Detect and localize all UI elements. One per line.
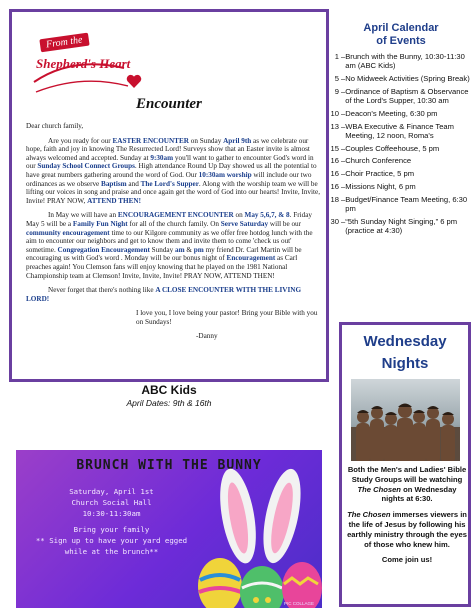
poster-signup-2: while at the brunch** [64, 547, 159, 556]
letter-paragraph-closing: Never forget that there's nothing like A CLOSE ENCOUNTER WITH THE LIVING LORD! [26, 286, 302, 303]
calendar-title: April Calendar of Events [363, 22, 439, 47]
letter-signature: -Danny [196, 332, 218, 341]
calendar-event: 30 – “5th Sunday Night Singing,” 6 pm (practice at 4:30) [330, 216, 458, 236]
poster-family: Bring your family [73, 525, 150, 534]
brunch-poster [16, 450, 322, 608]
calendar-event: 10 – Deacon's Meeting, 6:30 pm [330, 108, 438, 118]
wednesday-para-1: Both the Men's and Ladies' Bible Study Groups will be watching The Chosen on Wednesday nights at 6:30. [347, 465, 467, 504]
church-logo [32, 34, 147, 104]
abc-kids-title: ABC Kids [141, 383, 197, 397]
logo-text-name: Shepherd's Heart [36, 56, 131, 71]
heart-icon [126, 74, 142, 89]
wednesday-title: Wednesday Nights [363, 333, 447, 372]
the-chosen-cast-photo [351, 379, 460, 461]
letter-paragraph-may: In May we will have an ENCOURAGEMENT ENCOUNTER on May 5,6,7, & 8. Friday May 5 will be a Family Fun Night for all of the church family. On Serve Saturday will be our community encouragement time to our Kilgore community as we offer free hotdog lunch with the aim to encounter our neighbors and get to know them and invite them to come 'check us out' sometime. Congregation Encouragement Sunday am & pm my friend Dr. Carl Martin will be encouraging us with God's word . Monday will be our bonus night of Encouragement as Carl preaches again! You Clemson fans will enjoy knowing that he played on the 1981 National Championship team at Clemson! Invite, Invite, Invite! PRAY NOW, ATTEND THEN! [26, 211, 313, 280]
wednesday-para-3: Come join us! [381, 555, 433, 565]
wednesday-description [346, 465, 468, 571]
logo-text-from: From the [39, 33, 89, 53]
letter-closing-line: I love you, I love being your pastor! Bring your Bible with you on Sundays! [136, 309, 318, 326]
letter-box [9, 9, 329, 382]
poster-title: BRUNCH WITH THE BUNNY [76, 458, 262, 473]
calendar-event: 15 – Couples Coffeehouse, 5 pm [330, 143, 440, 153]
poster-watermark: PIC COLLAGE [283, 601, 314, 606]
bunny-ears-eggs-icon [186, 468, 322, 608]
letter-paragraph-easter: Are you ready for our EASTER ENCOUNTER on Sunday April 9th as we celebrate our hope, faith and joy in knowing The Resurrected Lord! Surveys show that an Easter invite is almost always welcomed and accepted. Sunday at 9:30am you'll want to gather to encounter God's word in our Sunday School Connect Groups. High attendance Round Up Day showed us all the potential to have great numbers gathering around the word of God. Our 10:30am worship will include our two ordinances as we observe Baptism and The Lord's Supper. Along with the worship team we will be lifting our voices in song and praise and once again get the word of God into our hearts! Invite, Invite, Invite! PRAY NOW, ATTEND THEN! [26, 136, 321, 205]
poster-location: Church Social Hall [71, 498, 152, 507]
poster-details [24, 486, 199, 557]
poster-time: 10:30-11:30am [82, 509, 141, 518]
calendar-event: 1 – Brunch with the Bunny, 10:30-11:30 am (ABC Kids) [334, 52, 465, 71]
calendar-event: 9 – Ordinance of Baptism & Observance of the Lord's Supper, 10:30 am [334, 86, 469, 106]
calendar-event: 5 – No Midweek Activities (Spring Break) [334, 74, 470, 84]
wednesday-para-2: The Chosen immerses viewers in the life of Jesus by following his earthly ministry through the eyes of those who knew him. [347, 510, 467, 549]
letter-body [26, 122, 322, 347]
calendar-event: 16 – Missions Night, 6 pm [330, 181, 416, 191]
abc-kids-dates: April Dates: 9th & 16th [126, 398, 212, 408]
calendar-event: 16 – Choir Practice, 5 pm [330, 169, 415, 179]
poster-date: Saturday, April 1st [69, 487, 154, 496]
letter-title: Encounter [136, 96, 202, 112]
wednesday-nights-box [339, 322, 471, 607]
calendar-event: 18 – Budget/Finance Team Meeting, 6:30 pm [330, 194, 468, 213]
salutation: Dear church family, [26, 122, 84, 130]
calendar-event-list [327, 52, 472, 239]
poster-signup: ** Sign up to have your yard egged [35, 536, 188, 545]
calendar-event: 16 – Church Conference [330, 156, 412, 166]
calendar-event: 13 – WBA Executive & Finance Team Meeting, 12 noon, Roma's [330, 121, 454, 141]
